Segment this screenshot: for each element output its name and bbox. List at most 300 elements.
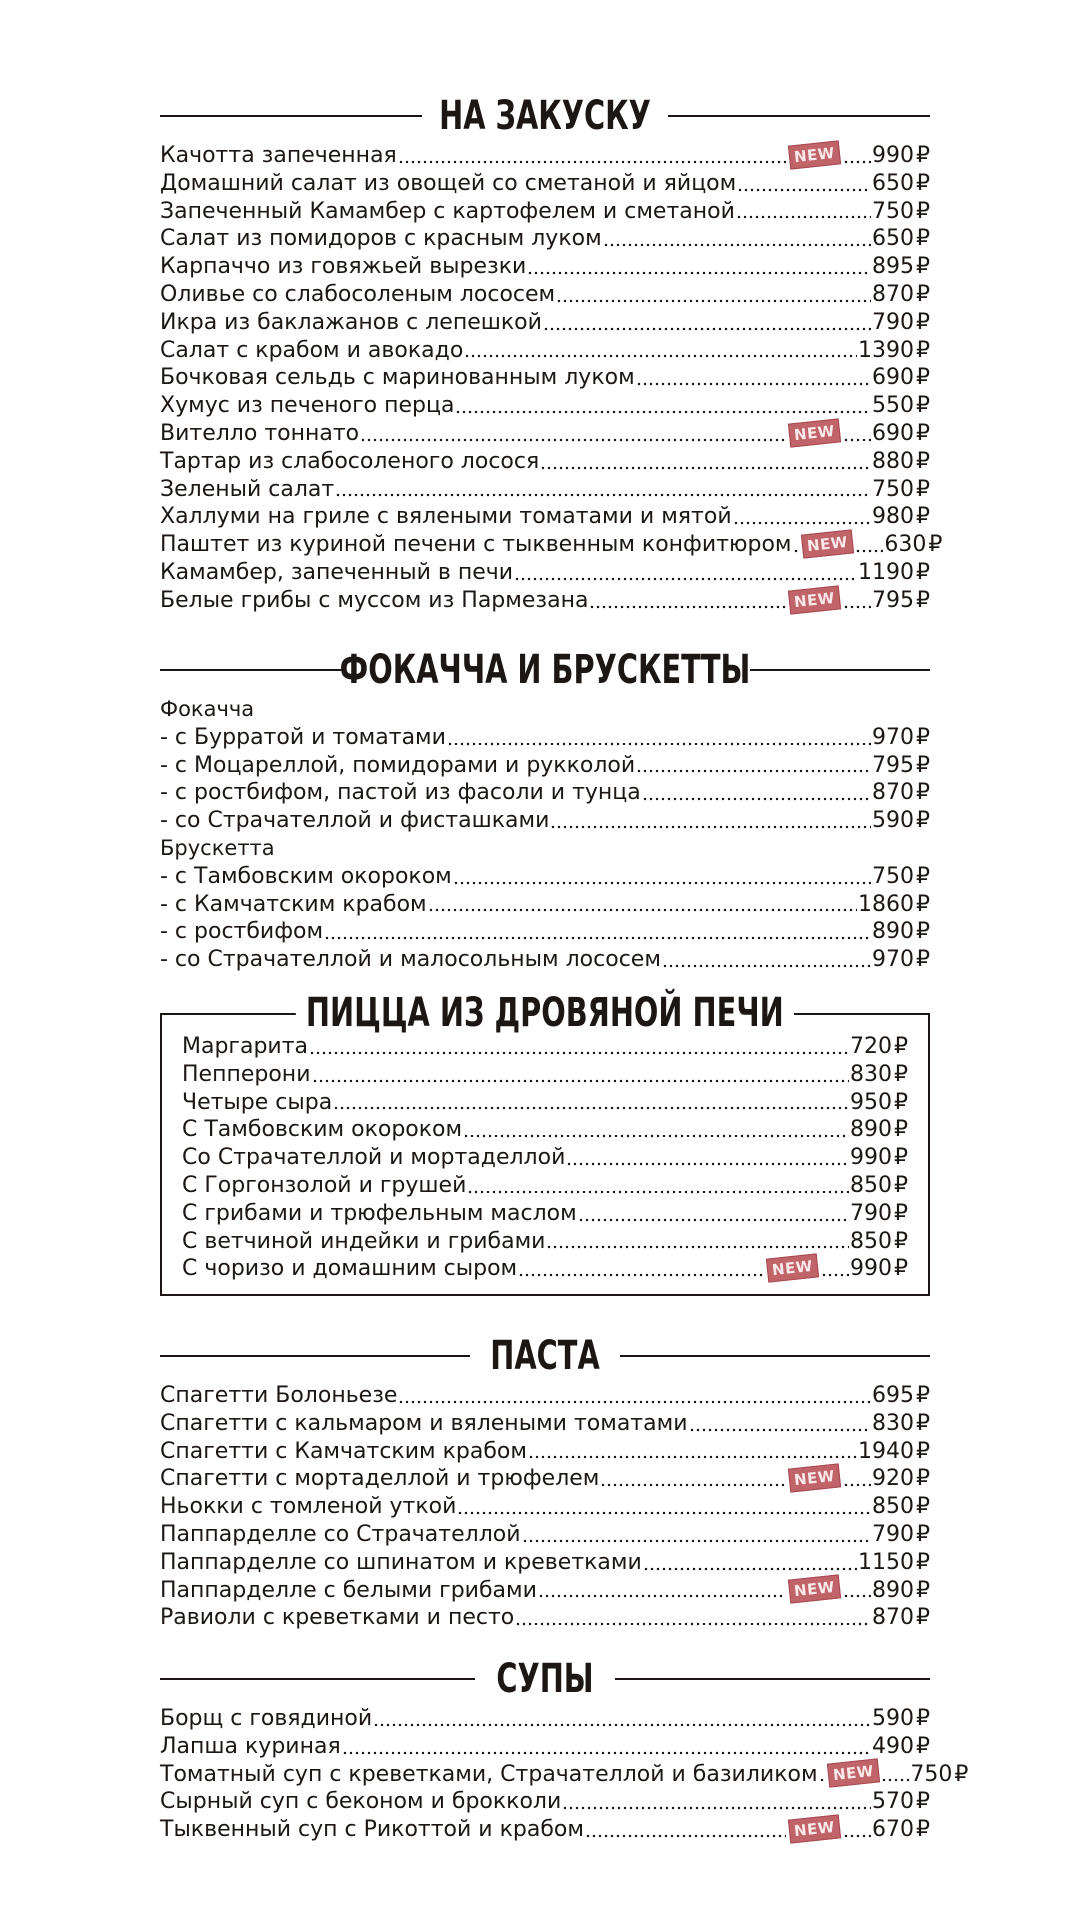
leader-dots [636,757,871,773]
menu-item-name: Ньокки с томленой уткой [160,1494,457,1520]
menu-item [160,1788,930,1816]
menu-item-name: Спагетти Болоньезе [160,1383,398,1408]
ruble-icon: ₽ [894,1228,908,1254]
leader-dots [309,1039,849,1055]
menu-item [160,420,930,448]
menu-item-name: Со Страчателлой и мортаделлой [182,1145,566,1171]
menu-item-price [872,198,930,226]
new-badge: NEW [826,1759,879,1788]
group-label-focaccia: Фокачча [160,697,255,721]
menu-item-price [872,448,930,476]
price-value: 970 [872,724,914,750]
price-value: 795 [872,587,914,613]
leader-dots [342,1739,871,1755]
menu-item-name: Пепперони [182,1061,311,1087]
ruble-icon: ₽ [894,1061,908,1087]
leader-dots [527,259,871,275]
menu-item-price [872,392,930,420]
price-value: 870 [872,780,914,806]
ruble-icon: ₽ [916,891,930,917]
menu-item [160,364,930,392]
ruble-icon: ₽ [916,1733,930,1759]
ruble-icon: ₽ [916,143,930,168]
price-value: 1150 [858,1549,914,1575]
menu-item-price [872,1577,930,1605]
leader-dots [398,1388,871,1404]
leader-dots [335,481,871,497]
price-value: 590 [872,1706,914,1731]
menu-item [160,281,930,309]
menu-item-price [850,1061,908,1089]
menu-item [160,779,930,807]
leader-dots [793,537,799,553]
leader-dots [662,952,871,968]
menu-item-name: Оливье со слабосоленым лососем [160,281,556,307]
menu-item-price [872,587,930,615]
menu-item-price [872,1382,930,1410]
menu-item-price [858,559,930,587]
menu-item [182,1172,908,1200]
menu-item-name: Зеленый салат [160,476,335,502]
menu-item [160,1816,930,1844]
price-value: 1860 [858,891,914,917]
leader-dots [373,1711,871,1727]
ruble-icon: ₽ [916,724,930,750]
group-label-bruschetta: Брускетта [160,835,275,860]
menu-item-price [884,531,942,559]
menu-item-price [850,1172,908,1200]
price-value: 795 [872,752,914,778]
menu-item-price [850,1255,908,1283]
price-value: 630 [884,532,927,558]
menu-item-name: С ветчиной индейки и грибами [182,1228,546,1254]
menu-item-price [872,309,930,337]
menu-item-name: Домашний салат из овощей со сметаной и яйцом [160,170,737,196]
menu-item [160,142,930,170]
menu-item-price [872,142,930,170]
menu-item [160,170,930,198]
menu-item-price [872,1705,930,1733]
menu-item-price [872,1788,930,1816]
leader-dots [843,148,871,164]
menu-item-name: - с ростбифом [160,919,324,945]
menu-item [160,1410,930,1438]
section-title: СУПЫ [496,1656,594,1702]
leader-dots [642,785,871,801]
menu-item-name: Карпаччо из говяжьей вырезки [160,254,527,280]
new-badge: NEW [788,140,841,169]
ruble-icon: ₽ [916,1494,930,1520]
menu-item [160,1761,969,1789]
menu-item [160,1549,930,1577]
ruble-icon: ₽ [916,1466,930,1492]
menu-item-price [872,1816,930,1844]
new-badge: NEW [800,529,853,558]
menu-item-price [872,724,930,752]
menu-item-name: Запеченный Камамбер с картофелем и сметаной [160,198,735,224]
menu-item-name: С Горгонзолой и грушей [182,1172,467,1198]
ruble-icon: ₽ [916,752,930,778]
ruble-icon: ₽ [916,587,930,613]
ruble-icon: ₽ [916,170,930,196]
price-value: 690 [872,365,914,391]
ruble-icon: ₽ [916,1789,930,1815]
menu-item [182,1200,908,1228]
leader-dots [447,730,871,746]
menu-item [182,1116,908,1144]
leader-dots [398,148,786,164]
menu-item-price [858,1549,930,1577]
menu-item [160,531,943,559]
ruble-icon: ₽ [916,1549,930,1575]
ruble-icon: ₽ [916,1410,930,1436]
menu-item [160,891,930,919]
menu-item-price [872,364,930,392]
price-value: 670 [872,1817,914,1843]
price-value: 750 [872,476,914,502]
leader-dots [428,896,857,912]
menu-item-name: Паштет из куриной печени с тыквенным конфитюром [160,532,792,558]
section-heading [160,1330,930,1382]
price-value: 870 [872,281,914,307]
leader-dots [463,1122,849,1138]
leader-dots [556,287,871,303]
leader-dots [540,454,871,470]
menu-item-name: Вителло тоннато [160,420,360,446]
menu-item-name: Качотта запеченная [160,143,397,168]
leader-dots [643,1555,857,1571]
menu-item-name: - со Страчателлой и малосольным лососем [160,947,661,973]
menu-item-name: Салат с крабом и авокадо [160,337,464,363]
new-badge: NEW [766,1254,819,1283]
menu-item [160,448,930,476]
section-title: НА ЗАКУСКУ [439,93,651,139]
price-value: 890 [872,919,914,945]
price-value: 750 [872,198,914,224]
menu-item-price [872,476,930,504]
ruble-icon: ₽ [916,863,930,889]
menu-item [160,1577,930,1605]
new-badge: NEW [788,1464,841,1493]
leader-dots [514,565,857,581]
section-heading [162,987,928,1039]
price-value: 830 [872,1410,914,1436]
price-value: 950 [850,1089,892,1115]
leader-dots [881,1766,909,1782]
menu-item [160,752,930,780]
menu-item [160,1705,930,1733]
section-appetizers [160,90,943,615]
ruble-icon: ₽ [916,337,930,363]
menu-item-price [850,1228,908,1256]
menu-item-price [850,1089,908,1117]
menu-item [160,1438,930,1466]
menu-item-price [850,1144,908,1172]
menu-item [160,1604,930,1632]
leader-dots [603,231,871,247]
menu-item [182,1255,908,1283]
ruble-icon: ₽ [916,1706,930,1731]
price-value: 850 [850,1172,892,1198]
price-value: 490 [872,1733,914,1759]
menu-item-price [872,946,930,974]
ruble-icon: ₽ [916,198,930,224]
menu-item-price [872,225,930,253]
section-heading [160,90,930,142]
ruble-icon: ₽ [916,919,930,945]
ruble-icon: ₽ [894,1145,908,1171]
price-value: 980 [872,504,914,530]
menu-item [160,503,930,531]
leader-dots [843,1582,871,1598]
ruble-icon: ₽ [916,420,930,446]
price-value: 1390 [858,337,914,363]
price-value: 570 [872,1789,914,1815]
section-title: ПИЦЦА ИЗ ДРОВЯНОЙ ПЕЧИ [296,987,794,1039]
menu-item-price [872,863,930,891]
ruble-icon: ₽ [894,1089,908,1115]
price-value: 1190 [858,559,914,585]
menu-item [160,309,930,337]
price-value: 590 [872,808,914,834]
leader-dots [312,1067,850,1083]
leader-dots [455,398,871,414]
menu-item-name: Бочковая сельдь с маринованным луком [160,365,635,391]
ruble-icon: ₽ [916,780,930,806]
price-value: 790 [872,309,914,335]
menu-item [160,1733,930,1761]
ruble-icon: ₽ [916,947,930,973]
price-value: 690 [872,420,914,446]
new-badge: NEW [788,1575,841,1604]
menu-item-price [872,1465,930,1493]
menu-item-name: Маргарита [182,1034,309,1059]
menu-item [160,1521,930,1549]
menu-item-name: Салат из помидоров с красным луком [160,226,602,252]
leader-dots [457,1499,871,1515]
menu-item-name: - с ростбифом, пастой из фасоли и тунца [160,780,641,806]
menu-item [182,1228,908,1256]
menu-item-price [872,420,930,448]
section-soups [160,1653,969,1844]
price-value: 750 [910,1761,953,1787]
menu-item-price [872,1604,930,1632]
menu-item-name: Тартар из слабосоленого лосося [160,448,540,474]
leader-dots [578,1206,849,1222]
menu-item-name: Халлуми на гриле с вялеными томатами и мятой [160,504,732,530]
new-badge: NEW [788,1814,841,1843]
price-value: 990 [850,1256,892,1282]
price-value: 790 [872,1521,914,1547]
menu-item-name: Спагетти с Камчатским крабом [160,1438,527,1464]
leader-dots [467,1178,849,1194]
price-value: 990 [850,1145,892,1171]
ruble-icon: ₽ [916,448,930,474]
menu-item-name: - с Тамбовским окороком [160,863,452,889]
menu-item-name: Спагетти с кальмаром и вялеными томатами [160,1410,688,1436]
ruble-icon: ₽ [916,504,930,530]
menu-item [160,337,930,365]
leader-dots [528,1443,857,1459]
menu-item-name: - с Моцареллой, помидорами и рукколой [160,752,636,778]
menu-item-list [160,1382,930,1632]
leader-dots [737,176,871,192]
menu-item [160,1382,930,1410]
menu-item-price [910,1761,968,1789]
menu-item-name: С Тамбовским окороком [182,1117,463,1143]
price-value: 890 [872,1577,914,1603]
menu-item-name: - со Страчателлой и фисташками [160,808,550,834]
price-value: 720 [850,1034,892,1059]
ruble-icon: ₽ [916,808,930,834]
price-value: 750 [872,863,914,889]
ruble-icon: ₽ [916,1817,930,1843]
menu-item-name: С чоризо и домашним сыром [182,1256,518,1282]
ruble-icon: ₽ [916,365,930,391]
menu-item-name: Равиоли с креветками и песто [160,1605,515,1631]
leader-dots [464,342,857,358]
price-value: 920 [872,1466,914,1492]
menu-item-name: Паппарделле со Страчателлой [160,1521,521,1547]
menu-item [160,198,930,226]
menu-item-name: Спагетти с мортаделлой и трюфелем [160,1466,600,1492]
menu-item-price [872,1521,930,1549]
menu-item-price [872,281,930,309]
ruble-icon: ₽ [916,1438,930,1464]
menu-item [160,392,930,420]
price-value: 650 [872,226,914,252]
menu-item-name: - с Бурратой и томатами [160,724,446,750]
menu-item-name: Четыре сыра [182,1089,333,1115]
leader-dots [855,537,883,553]
menu-item-price [872,1733,930,1761]
leader-dots [453,869,871,885]
menu-item [160,587,930,615]
leader-dots [689,1416,872,1432]
menu-item [160,807,930,835]
leader-dots [600,1471,786,1487]
menu-item-name: Белые грибы с муссом из Пармезана [160,587,589,613]
ruble-icon: ₽ [916,1521,930,1547]
menu-item-price [872,752,930,780]
menu-item-price [858,337,930,365]
price-value: 695 [872,1383,914,1408]
price-value: 850 [872,1494,914,1520]
leader-dots [515,1610,871,1626]
menu-item [160,253,930,281]
leader-dots [733,509,871,525]
leader-dots [360,426,786,442]
ruble-icon: ₽ [916,559,930,585]
price-value: 990 [872,143,914,168]
menu-item-name: Борщ с говядиной [160,1706,373,1731]
menu-item-name: Тыквенный суп с Рикоттой и крабом [160,1817,584,1843]
menu-item-price [850,1033,908,1061]
menu-item-price [872,807,930,835]
ruble-icon: ₽ [916,1383,930,1408]
menu-item-price [858,1438,930,1466]
price-value: 870 [872,1605,914,1631]
section-pizza [160,990,930,1296]
price-value: 850 [850,1228,892,1254]
leader-dots [819,1766,825,1782]
leader-dots [562,1794,871,1810]
ruble-icon: ₽ [916,393,930,419]
menu-item [160,559,930,587]
menu-item-name: Паппарделле со шпинатом и креветками [160,1549,642,1575]
price-value: 880 [872,448,914,474]
menu-item [182,1144,908,1172]
ruble-icon: ₽ [916,281,930,307]
ruble-icon: ₽ [916,476,930,502]
menu-item-list [160,863,930,974]
menu-item [182,1033,908,1061]
menu-item-name: Лапша куриная [160,1733,341,1759]
menu-item [182,1061,908,1089]
leader-dots [821,1261,849,1277]
leader-dots [522,1527,871,1543]
menu-item [160,476,930,504]
menu-item-name: Икра из баклажанов с лепешкой [160,309,542,335]
ruble-icon: ₽ [894,1256,908,1282]
menu-item-name: - с Камчатским крабом [160,891,427,917]
leader-dots [543,315,871,331]
leader-dots [518,1261,764,1277]
menu-item-list [160,142,943,615]
section-pasta [160,1330,930,1632]
ruble-icon: ₽ [916,1577,930,1603]
leader-dots [585,1822,786,1838]
new-badge: NEW [788,418,841,447]
menu-item-price [872,170,930,198]
ruble-icon: ₽ [894,1200,908,1226]
menu-item-name: Сырный суп с беконом и брокколи [160,1789,562,1815]
menu-item [160,225,930,253]
ruble-icon: ₽ [894,1117,908,1143]
new-badge: NEW [788,585,841,614]
leader-dots [333,1094,849,1110]
menu-item-price [872,1493,930,1521]
menu-item-list [182,1033,908,1283]
menu-item-name: Томатный суп с креветками, Страчателлой и базиликом [160,1761,818,1787]
menu-item [160,863,930,891]
price-value: 650 [872,170,914,196]
ruble-icon: ₽ [916,1605,930,1631]
ruble-icon: ₽ [916,254,930,280]
menu-item [160,1465,930,1493]
leader-dots [566,1150,849,1166]
leader-dots [843,426,871,442]
price-value: 790 [850,1200,892,1226]
leader-dots [324,924,871,940]
ruble-icon: ₽ [954,1761,969,1787]
leader-dots [636,370,871,386]
menu-item-price [872,918,930,946]
menu-item [160,724,930,752]
menu-item-name: С грибами и трюфельным маслом [182,1200,577,1226]
leader-dots [843,1471,871,1487]
menu-item-price [858,891,930,919]
price-value: 830 [850,1061,892,1087]
menu-item-name: Камамбер, запеченный в печи [160,559,514,585]
leader-dots [546,1233,849,1249]
leader-dots [550,813,871,829]
menu-item-list [160,724,930,835]
menu-item [160,918,930,946]
section-title: ПАСТА [490,1333,600,1379]
menu-item [182,1089,908,1117]
price-value: 1940 [858,1438,914,1464]
